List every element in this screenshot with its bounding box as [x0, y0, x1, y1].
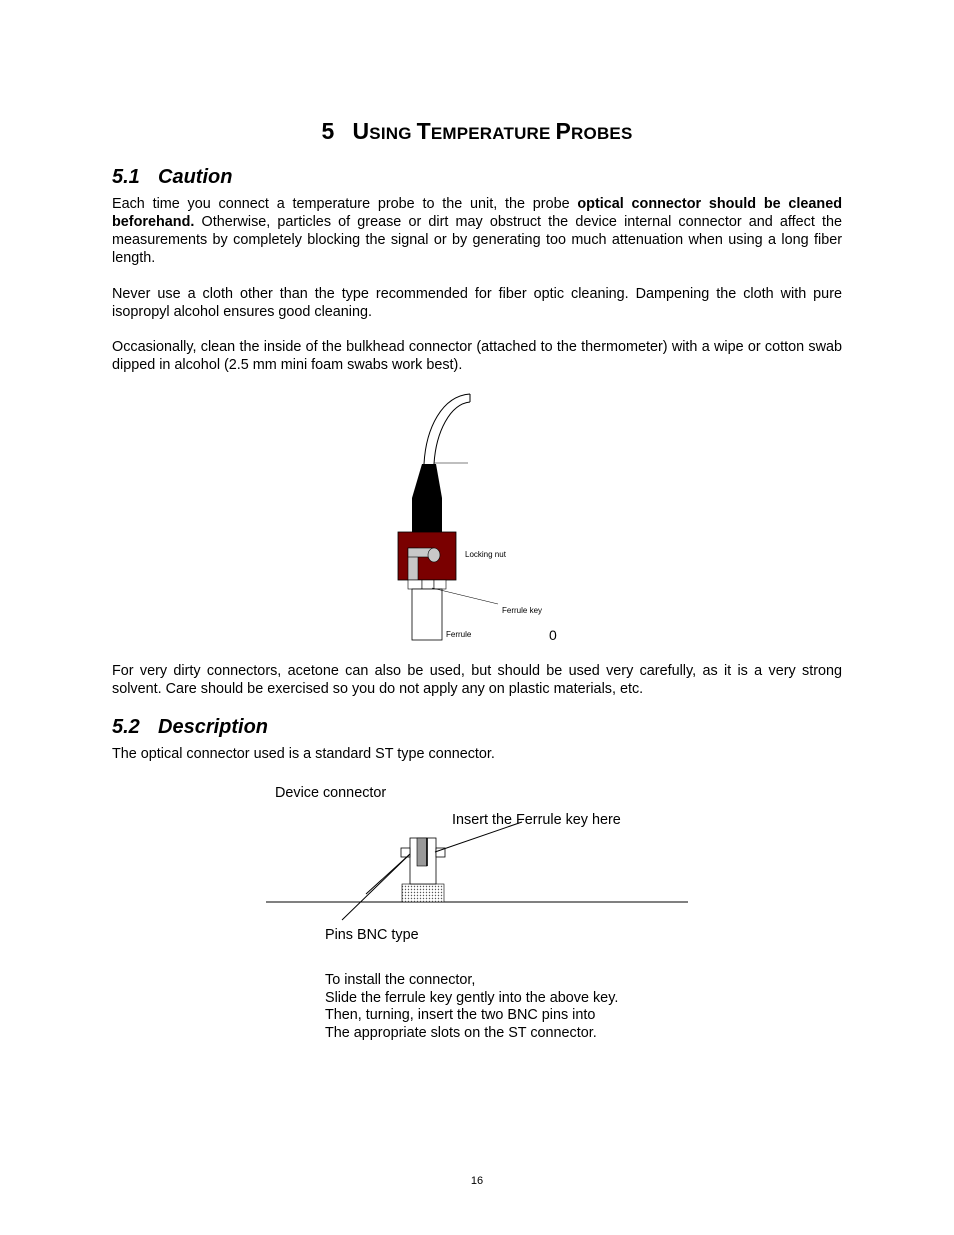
caution-paragraph-4: For very dirty connectors, acetone can also be used, but should be used very carefully, as it is a very strong solvent. Care should be exercised so you do not apply any on plastic materials, etc. [112, 663, 842, 697]
section-number: 5.1 [112, 166, 140, 188]
page-number: 16 [470, 1175, 484, 1187]
fiber-curve-inner [434, 402, 470, 464]
key-slot [417, 838, 427, 866]
figure-zero-label: 0 [549, 627, 557, 643]
ferrule [412, 589, 442, 640]
caution-emphasis: optical connector should be cleaned beforehand. [112, 196, 842, 230]
caution-paragraph-1: Each time you connect a temperature probe to the unit, the probe optical connector should be cleaned beforehand. Otherwise, particles of grease or dirt may obstruct the device internal connector and affect the measurements by completely blocking the signal or by generating too much attenuation when using a long fiber length. [112, 196, 842, 266]
locking-nut-label: Locking nut [465, 550, 506, 559]
chapter-number: 5 [321, 118, 335, 144]
connector-boot [412, 464, 442, 532]
instruction-line: To install the connector, [325, 972, 476, 988]
description-paragraph: The optical connector used is a standard ST type connector. [112, 746, 495, 762]
device-connector-label: Device connector [275, 785, 387, 801]
section-title: Description [158, 716, 269, 738]
probe-connector-figure [390, 388, 570, 648]
insert-ferrule-key-label: Insert the Ferrule key here [452, 812, 621, 828]
section-heading-description [112, 716, 268, 739]
instruction-line: Slide the ferrule key gently into the above key. [325, 989, 619, 1006]
chapter-title-word: USING TEMPERATURE PROBES [352, 118, 633, 144]
device-connector-figure [260, 810, 700, 925]
install-instructions [325, 972, 618, 1040]
ferrule-label: Ferrule [446, 630, 472, 639]
section-title: Caution [158, 166, 233, 188]
fiber-curve-outer [424, 394, 470, 464]
instruction-line: The appropriate slots on the ST connector. [325, 1024, 597, 1040]
chapter-title [0, 118, 954, 145]
section-heading-caution [112, 166, 232, 189]
ferrule-key [422, 580, 434, 589]
section-number: 5.2 [112, 716, 140, 738]
caution-paragraph-3: Occasionally, clean the inside of the bulkhead connector (attached to the thermometer) with a wipe or cotton swab dipped in alcohol (2.5 mm mini foam swabs work best). [112, 339, 842, 373]
connector-base [402, 884, 444, 902]
caution-paragraph-2: Never use a cloth other than the type recommended for fiber optic cleaning. Dampening the cloth with pure isopropyl alcohol ensures good cleaning. [112, 286, 842, 320]
instruction-line: Then, turning, insert the two BNC pins into [325, 1007, 596, 1024]
ferrule-key-label: Ferrule key [502, 606, 543, 615]
pins-bnc-label: Pins BNC type [325, 927, 419, 943]
